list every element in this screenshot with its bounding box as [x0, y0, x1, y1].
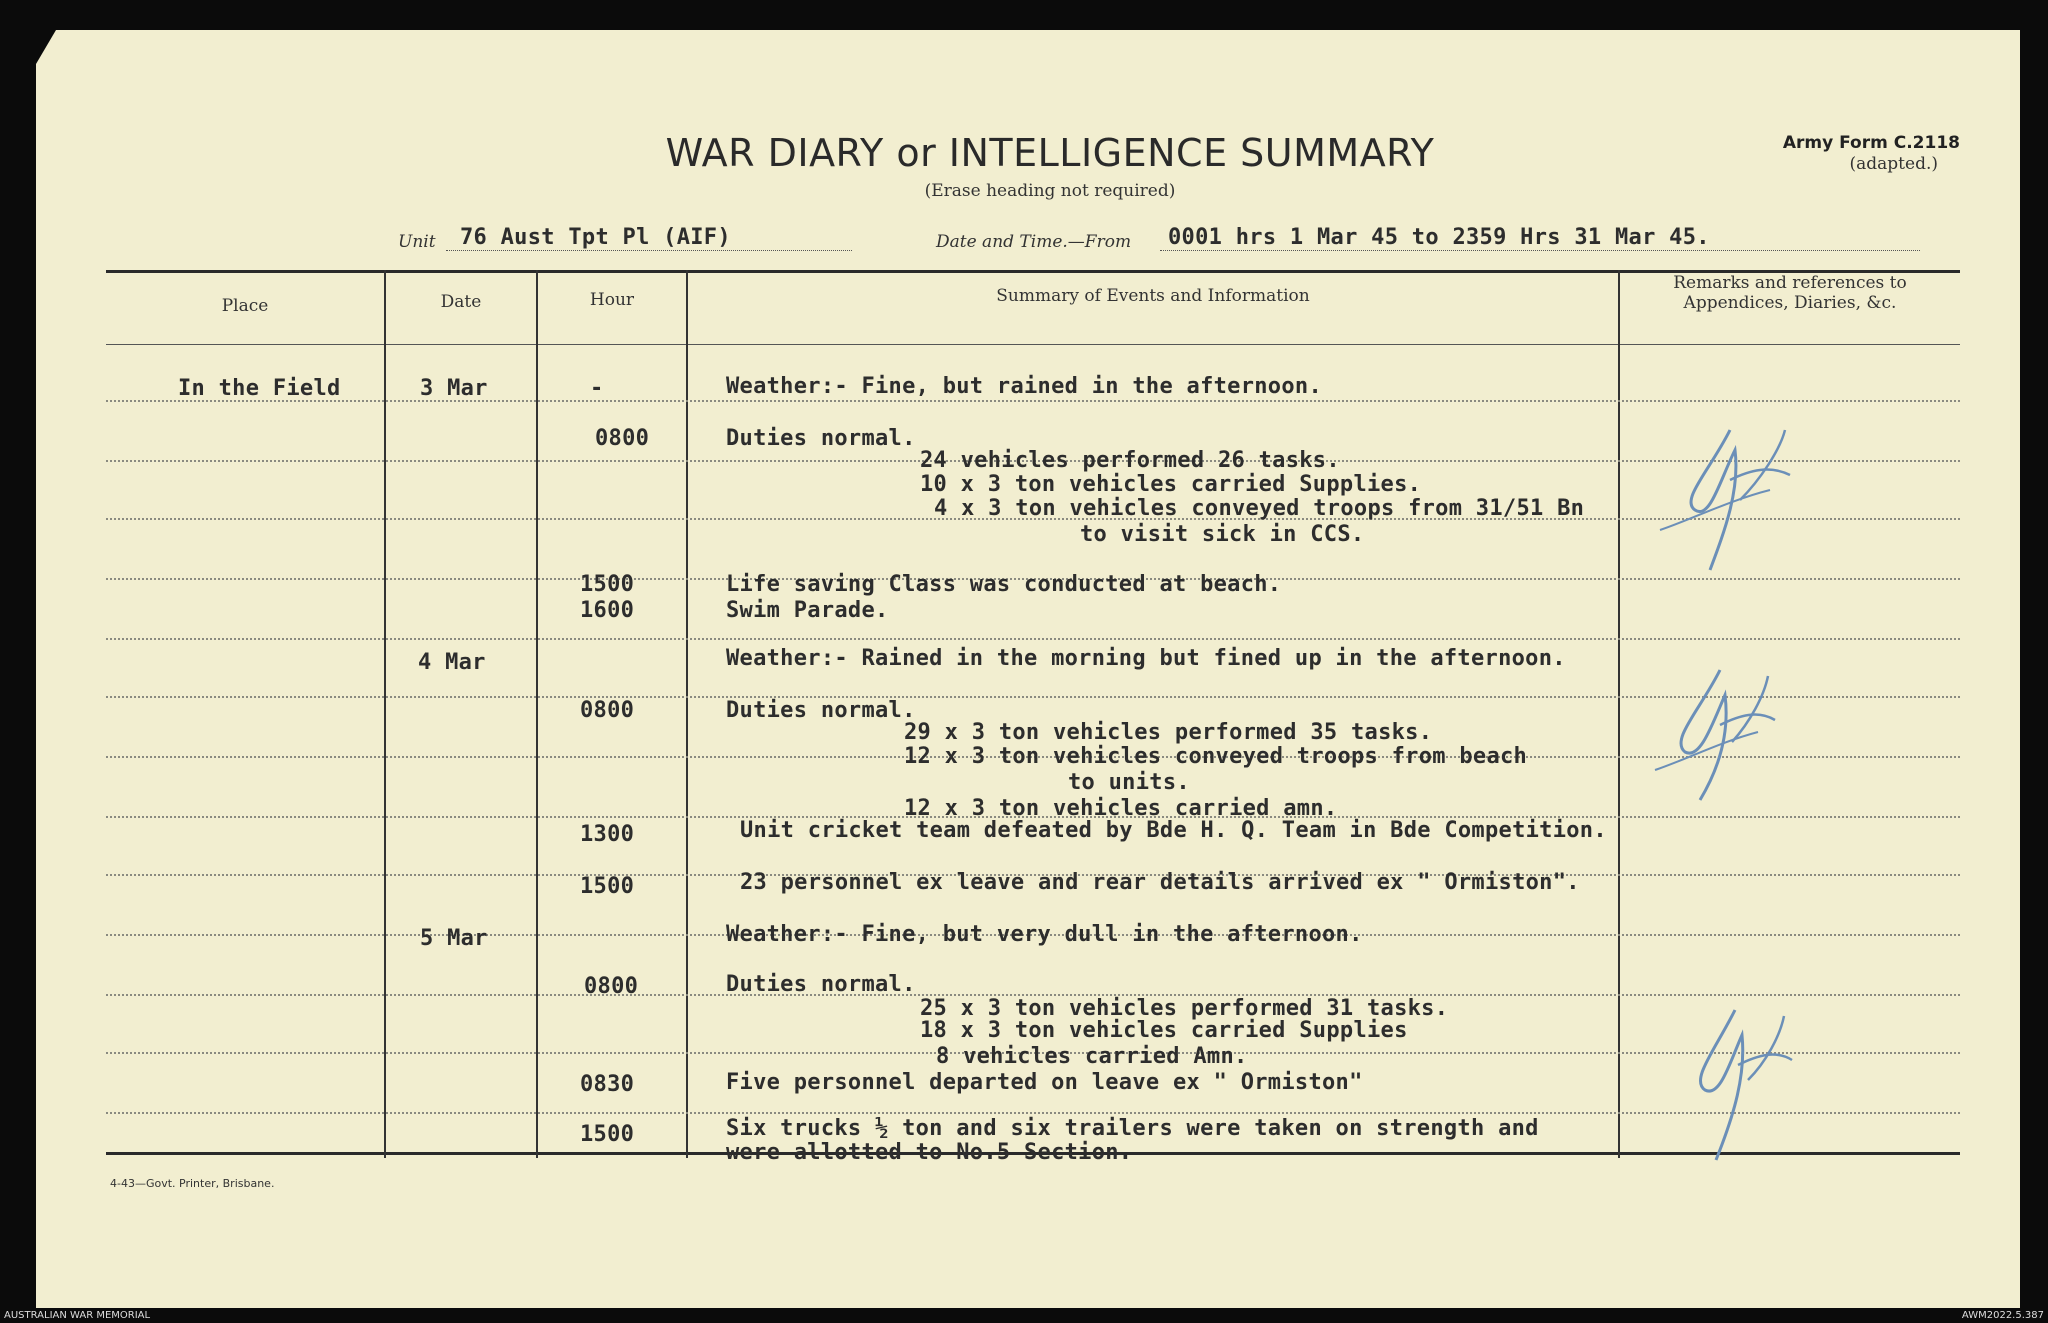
hour-cell: 0800 — [595, 426, 650, 451]
signature-initials — [1660, 1000, 1810, 1170]
page-subtitle: (Erase heading not required) — [924, 181, 1176, 201]
column-divider — [686, 270, 688, 1158]
printer-imprint: 4-43—Govt. Printer, Brisbane. — [110, 1177, 275, 1190]
army-form-note: (adapted.) — [1849, 154, 1938, 174]
entry-text: Six trucks ½ ton and six trailers were taken on strength and — [726, 1116, 1539, 1141]
place-cell: In the Field — [178, 376, 341, 401]
archive-credit: AUSTRALIAN WAR MEMORIAL — [4, 1310, 151, 1321]
unit-underline — [446, 250, 852, 251]
entry-text: 29 x 3 ton vehicles performed 35 tasks. — [904, 720, 1433, 745]
entry-text: 12 x 3 ton vehicles conveyed troops from beach — [904, 744, 1528, 769]
column-header-place: Place — [221, 296, 269, 316]
hour-cell: 0800 — [580, 698, 635, 723]
column-divider — [384, 270, 386, 1158]
date-time-underline — [1160, 250, 1920, 251]
hour-cell: 1500 — [580, 1122, 635, 1147]
hour-cell: 1600 — [580, 598, 635, 623]
entry-text: Weather:- Fine, but rained in the afternoon. — [726, 374, 1322, 399]
column-header-hour: Hour — [589, 290, 635, 310]
entry-text: to visit sick in CCS. — [1080, 522, 1365, 547]
entry-text: 25 x 3 ton vehicles performed 31 tasks. — [920, 996, 1449, 1021]
date-cell: 4 Mar — [418, 650, 486, 675]
entry-text: 4 x 3 ton vehicles conveyed troops from 31/51 Bn — [934, 496, 1585, 521]
entry-text: 12 x 3 ton vehicles carried amn. — [904, 796, 1338, 821]
hour-cell: 0830 — [580, 1072, 635, 1097]
unit-value: 76 Aust Tpt Pl (AIF) — [460, 225, 731, 250]
entry-text: 24 vehicles performed 26 tasks. — [920, 448, 1340, 473]
entry-text: 18 x 3 ton vehicles carried Supplies — [920, 1018, 1408, 1043]
hour-cell: - — [590, 376, 604, 401]
column-header-remarks: Appendices, Diaries, &c. — [1683, 293, 1897, 313]
column-divider — [1618, 270, 1620, 1158]
column-header-remarks: Remarks and references to — [1673, 273, 1907, 293]
entry-text: Duties normal. — [726, 698, 916, 723]
entry-text: Unit cricket team defeated by Bde H. Q. Team in Bde Competition. — [740, 818, 1607, 843]
date-cell: 5 Mar — [420, 926, 488, 951]
column-divider — [536, 270, 538, 1158]
entry-text: Duties normal. — [726, 426, 916, 451]
torn-corner — [36, 30, 56, 64]
entry-text: were allotted to No.5 Section. — [726, 1140, 1133, 1165]
archive-accession-number: AWM2022.5.387 — [1961, 1310, 2044, 1321]
signature-initials — [1640, 410, 1810, 580]
unit-label: Unit — [398, 232, 436, 252]
signature-initials — [1640, 660, 1790, 810]
date-time-label: Date and Time.—From — [936, 232, 1132, 252]
date-cell: 3 Mar — [420, 376, 488, 401]
column-header-date: Date — [440, 292, 482, 312]
army-form-number: Army Form C.2118 — [1782, 133, 1960, 153]
entry-text: Duties normal. — [726, 972, 916, 997]
hour-cell: 1500 — [580, 572, 635, 597]
entry-text: Weather:- Rained in the morning but fined up in the afternoon. — [726, 646, 1566, 671]
entry-text: Life saving Class was conducted at beach. — [726, 572, 1282, 597]
hour-cell: 0800 — [584, 974, 639, 999]
ruled-line — [106, 400, 1960, 402]
entry-text: to units. — [1068, 770, 1190, 795]
entry-text: Swim Parade. — [726, 598, 889, 623]
date-time-value: 0001 hrs 1 Mar 45 to 2359 Hrs 31 Mar 45. — [1168, 225, 1710, 250]
hour-cell: 1300 — [580, 822, 635, 847]
entry-text: 10 x 3 ton vehicles carried Supplies. — [920, 472, 1422, 497]
column-header-summary: Summary of Events and Information — [996, 286, 1310, 306]
entry-text: Five personnel departed on leave ex " Ormiston" — [726, 1070, 1363, 1095]
entry-text: 23 personnel ex leave and rear details arrived ex " Ormiston". — [740, 870, 1580, 895]
entry-text: Weather:- Fine, but very dull in the afternoon. — [726, 922, 1363, 947]
hour-cell: 1500 — [580, 874, 635, 899]
entry-text: 8 vehicles carried Amn. — [936, 1044, 1248, 1069]
page-title: WAR DIARY or INTELLIGENCE SUMMARY — [665, 131, 1435, 175]
ruled-line — [106, 638, 1960, 640]
